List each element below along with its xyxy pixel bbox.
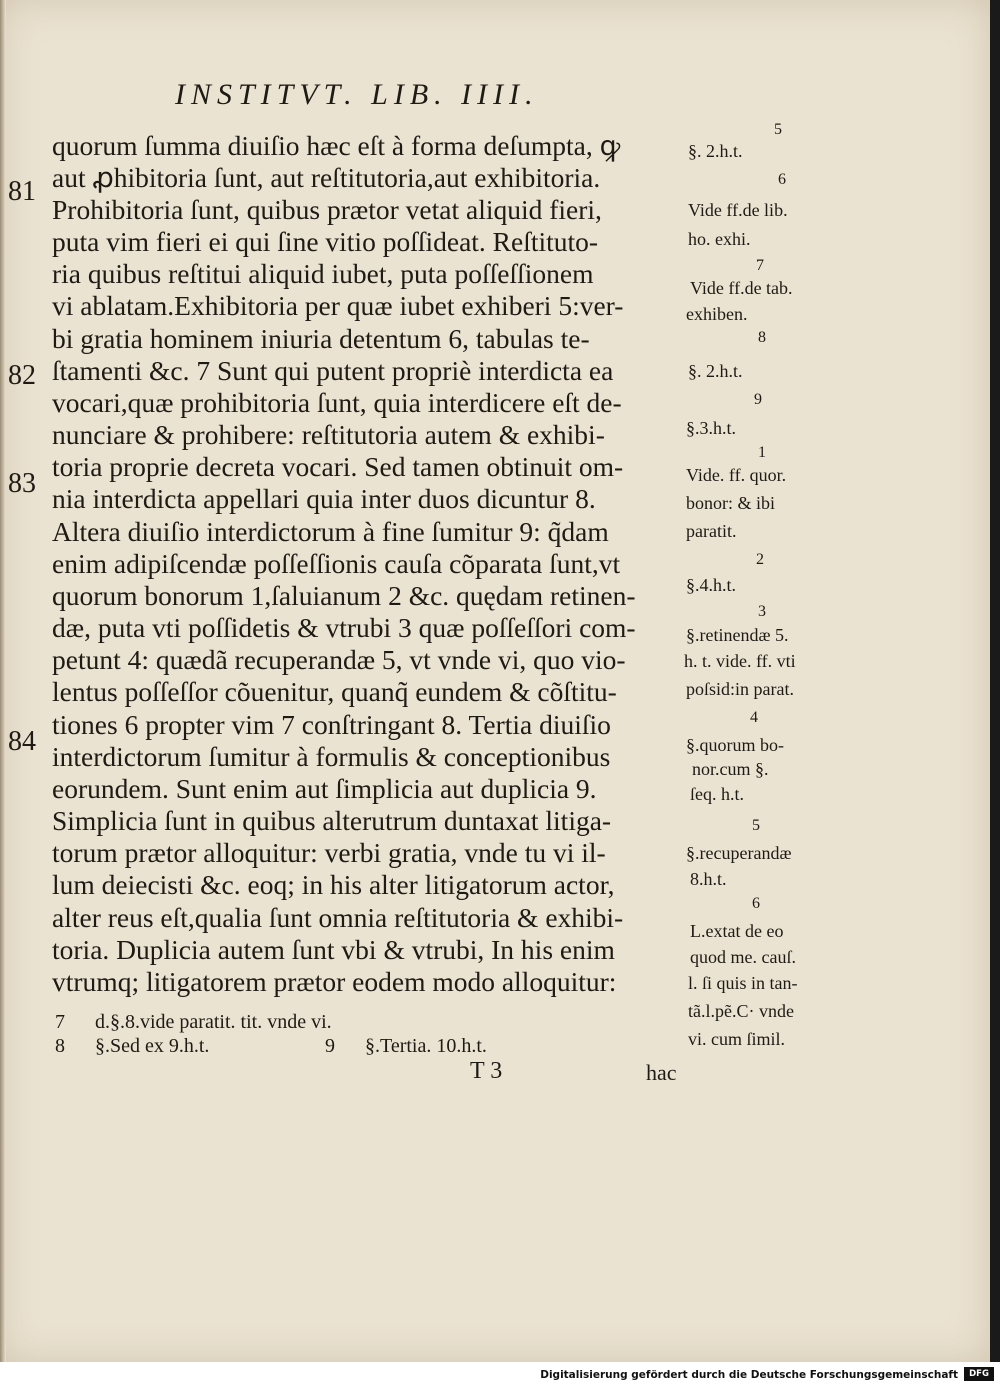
text-line: bi gratia hominem iniuria detentum 6, tabulas te- <box>52 323 590 354</box>
text-line: tiones 6 propter vim 7 conſtringant 8. Tertia diuiſio <box>52 709 611 740</box>
text-line: vi ablatam.Exhibitoria per quæ iubet exhiberi 5:ver- <box>52 290 624 321</box>
margin-number: 81 <box>8 176 36 207</box>
text-line: ſtamenti &c. 7 Sunt qui putent propriè interdicta ea <box>52 355 614 386</box>
text-line: quorum bonorum 1,ſaluianum 2 &c. quędam retinen- <box>52 580 636 611</box>
side-note: §.retinendæ 5. <box>686 625 789 645</box>
side-note-number: 1 <box>758 444 766 461</box>
text-line: toria proprie decreta vocari. Sed tamen obtinuit om- <box>52 451 624 482</box>
side-note-number: 2 <box>756 551 764 568</box>
text-line: nia interdicta appellari quia inter duos dicuntur 8. <box>52 483 596 514</box>
side-note: §.4.h.t. <box>686 575 737 595</box>
footnote: 8 §.Sed ex 9.h.t. <box>55 1035 210 1057</box>
side-note: 8.h.t. <box>690 869 727 889</box>
text-line: vocari,quæ prohibitoria ſunt, quia interdicere eſt de- <box>52 387 622 418</box>
text-line: Simplicia ſunt in quibus alterutrum duntaxat litiga- <box>52 805 612 836</box>
text-line: eorundem. Sunt enim aut ſimplicia aut duplicia 9. <box>52 773 597 804</box>
side-note: l. ſi quis in tan- <box>688 973 798 993</box>
side-note-number: 3 <box>758 603 766 620</box>
side-note: §. 2.h.t. <box>688 361 743 381</box>
side-note-number: 8 <box>758 329 766 346</box>
text-line: enim adipiſcendæ poſſeſſionis cauſa cõparata ſunt,vt <box>52 548 621 579</box>
dfg-logo: DFG <box>964 1367 994 1381</box>
footnote: 7 d.§.8.vide paratit. tit. vnde vi. <box>55 1011 332 1033</box>
side-note: ho. exhi. <box>688 229 751 249</box>
text-line: dæ, puta vti poſſidetis & vtrubi 3 quæ poſſeſſori com- <box>52 612 636 643</box>
text-line: torum prætor alloquitur: verbi gratia, vnde tu vi il- <box>52 837 606 868</box>
catchword: hac <box>646 1060 677 1085</box>
side-note: exhiben. <box>686 304 748 324</box>
margin-number: 83 <box>8 468 36 499</box>
text-line: petunt 4: quædã recuperandæ 5, vt vnde vi, quo vio- <box>52 644 626 675</box>
side-note: h. t. vide. ff. vti <box>684 651 796 671</box>
text-line: alter reus eſt,qualia ſunt omnia reſtitutoria & exhibi- <box>52 902 624 933</box>
side-note-number: 7 <box>756 257 764 274</box>
side-note-number: 6 <box>752 895 760 912</box>
text-line: lum deiecisti &c. eoq; in his alter litigatorum actor, <box>52 869 615 900</box>
text-line: aut ꝓhibitoria ſunt, aut reſtitutoria,aut exhibitoria. <box>52 162 601 193</box>
text-line: ria quibus reſtitui aliquid iubet, puta poſſeſſionem <box>52 258 594 289</box>
side-note-number: 4 <box>750 709 758 726</box>
text-line: interdictorum ſumitur à formulis & conceptionibus <box>52 741 611 772</box>
text-line: quorum ſumma diuiſio hæc eſt à forma deſumpta, ꝙ <box>52 130 621 161</box>
side-note-number: 6 <box>778 171 786 188</box>
side-note-number: 9 <box>754 391 762 408</box>
funding-credit: Digitalisierung gefördert durch die Deutsche Forschungsgemeinschaft <box>540 1369 958 1381</box>
side-note: poſsid:in parat. <box>686 679 794 699</box>
side-note: ſeq. h.t. <box>690 784 744 804</box>
side-note: Vide. ff. quor. <box>686 465 787 485</box>
margin-number: 84 <box>8 726 36 757</box>
text-line: Prohibitoria ſunt, quibus prætor vetat aliquid fieri, <box>52 194 602 225</box>
side-note: bonor: & ibi <box>686 493 775 513</box>
side-note: §.quorum bo- <box>686 735 784 755</box>
text-line: puta vim fieri ei qui ſine vitio poſſideat. Reſtituto- <box>52 226 599 257</box>
margin-number: 82 <box>8 360 36 391</box>
signature-mark: T 3 <box>470 1058 503 1084</box>
side-note: nor.cum §. <box>692 759 769 779</box>
text-line: toria. Duplicia autem ſunt vbi & vtrubi, In his enim <box>52 934 615 965</box>
running-header: INSTITVT. LIB. IIII. <box>175 78 539 111</box>
side-note: tã.l.pẽ.C· vnde <box>688 1001 794 1021</box>
side-note: vi. cum ſimil. <box>688 1029 785 1049</box>
side-note: paratit. <box>686 521 737 541</box>
footnote: 9 §.Tertia. 10.h.t. <box>325 1035 487 1057</box>
side-note: §.recuperandæ <box>686 843 792 863</box>
digitization-footer <box>0 1362 1000 1388</box>
text-line: vtrumq; litigatorem prætor eodem modo alloquitur: <box>52 966 617 997</box>
text-line: lentus poſſeſſor cõuenitur, quanq̃ eundem & cõſtitu- <box>52 676 617 707</box>
side-note: Vide ff.de tab. <box>690 278 793 298</box>
text-line: Altera diuiſio interdictorum à fine ſumitur 9: q̃dam <box>52 516 609 547</box>
side-note-number: 5 <box>774 121 782 138</box>
side-note: L.extat de eo <box>690 921 784 941</box>
text-line: nunciare & prohibere: reſtitutoria autem & exhibi- <box>52 419 605 450</box>
side-note-number: 5 <box>752 817 760 834</box>
side-note: quod me. cauſ. <box>690 947 796 967</box>
page-gutter-shadow <box>0 0 6 1362</box>
side-note: §. 2.h.t. <box>688 141 743 161</box>
side-note: Vide ff.de lib. <box>688 200 788 220</box>
side-note: §.3.h.t. <box>686 418 737 438</box>
